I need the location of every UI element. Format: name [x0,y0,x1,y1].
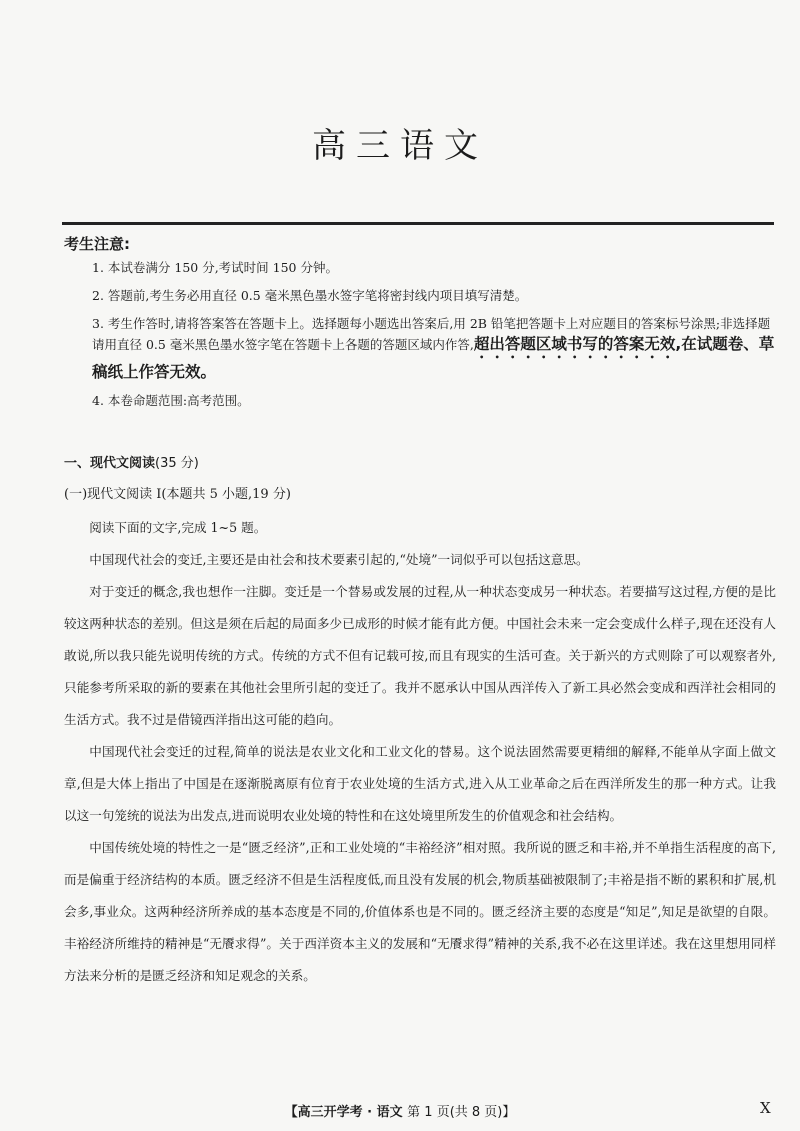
notice-item-3-tail: ,在试题卷、草稿纸上作答无效。 [92,335,775,381]
section-heading [64,452,199,471]
notice-item-1: 1. 本试卷满分 150 分,考试时间 150 分钟。 [92,260,338,275]
notice-heading: 考生注意: [64,235,130,253]
paragraph: 对于变迁的概念,我也想作一注脚。变迁是一个替易或发展的过程,从一种状态变成另一种状态。若要描写这过程,方便的是比较这两种状态的差别。但这是须在后起的局面多少已成形的时候才能有此方便。中国社会未来一定会变成什么样子,现在还没有人敢说,所以我只能先说明传统的方式。传统的方式不但有记载可按,而且有现实的生活可查。关于新兴的方式则除了可以观察者外,只能参考所采取的新的要素在其他社会里所引起的变迁了。我并不愿承认中国从西洋传入了新工具必然会变成和西洋社会相同的生活方式。我不过是借镜西洋指出这可能的趋向。 [64,584,776,727]
page-footer [0,1101,800,1120]
notice-item-2: 2. 答题前,考生务必用直径 0.5 毫米黑色墨水签字笔将密封线内项目填写清楚。 [92,288,528,303]
notice-item-3-text: 3. 考生作答时,请将答案答在答题卡上。选择题每小题选出答案后,用 2B 铅笔把答题卡上对应题目的答案标号涂黑;非选择题请用直径 0.5 毫米黑色墨水签字笔在答题卡上各题的答题区域内作答, [92,316,771,352]
page-title: 高三语文 [312,125,488,166]
paragraph: 中国现代社会变迁的过程,简单的说法是农业文化和工业文化的替易。这个说法固然需要更精细的解释,不能单从字面上做文章,但是大体上指出了中国是在逐渐脱离原有位育于农业处境的生活方式,进入从工业革命之后在西洋所发生的那一种方式。让我以这一句笼统的说法为出发点,进而说明农业处境的特性和在这处境里所发生的价值观念和社会结构。 [64,744,776,823]
corner-mark: X [760,1099,771,1117]
reading-passage [64,512,776,992]
footer-exam: 【高三开学考 · 语文 [284,1105,403,1120]
section-points: (35 分) [155,456,199,471]
instruction: 阅读下面的文字,完成 1~5 题。 [89,520,267,535]
paragraph: 中国传统处境的特性之一是“匮乏经济”,正和工业处境的“丰裕经济”相对照。我所说的匮乏和丰裕,并不单指生活程度的高下,而是偏重于经济结构的本质。匮乏经济不但是生活程度低,而且没有发展的机会,物质基础被限制了;丰裕是指不断的累积和扩展,机会多,事业众。这两种经济所养成的基本态度是不同的,价值体系也是不同的。匮乏经济主要的态度是“知足”,知足是欲望的自限。丰裕经济所维持的精神是“无餍求得”。关于西洋资本主义的发展和“无餍求得”精神的关系,我不必在这里详述。我在这里想用同样方法来分析的是匮乏经济和知足观念的关系。 [64,840,776,983]
notice-item-3 [92,314,782,383]
header-divider [62,222,774,225]
paragraph: 中国现代社会的变迁,主要还是由社会和技术要素引起的,“处境”一词似乎可以包括这意思。 [89,552,589,567]
subsection-heading: (一)现代文阅读 I(本题共 5 小题,19 分) [64,487,291,502]
footer-page: 第 1 页(共 8 页)】 [407,1105,516,1120]
notice-item-3-emphasis: 超出答题区域书写的答案无效 [473,335,676,353]
notice-item-4: 4. 本卷命题范围:高考范围。 [92,393,250,408]
section-title: 一、现代文阅读 [64,456,156,471]
notice-list [92,258,782,419]
